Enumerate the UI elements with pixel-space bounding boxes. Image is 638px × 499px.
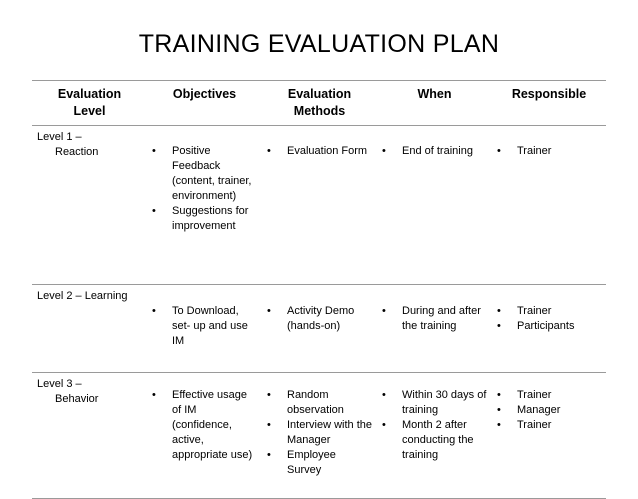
list-item: • Month 2 after conducting the training <box>382 419 474 461</box>
methods-cell <box>262 285 377 373</box>
level-name: Behavior <box>55 393 99 405</box>
objectives-cell <box>147 373 262 499</box>
level-label: Level 3 – <box>37 378 82 390</box>
list-item: • Evaluation Form <box>267 145 368 157</box>
level-label: Level 2 – Learning <box>37 290 128 302</box>
bullet-icon: • <box>267 305 271 317</box>
list-item: • Trainer <box>497 389 552 401</box>
bullet-icon: • <box>267 419 271 431</box>
when-cell <box>377 126 492 285</box>
level-cell <box>32 285 147 373</box>
bullet-icon: • <box>497 404 501 416</box>
list-item: • Participants <box>497 320 575 332</box>
list-item: • Within 30 days of training <box>382 389 487 416</box>
list-item: • Interview with the Manager <box>267 419 372 446</box>
responsible-cell <box>492 126 606 285</box>
header-label: Evaluation <box>57 87 122 101</box>
when-cell <box>377 285 492 373</box>
bullet-icon: • <box>382 305 386 317</box>
list-item: • Positive Feedback (content, trainer, environment) <box>152 145 252 202</box>
bullet-icon: • <box>267 449 271 461</box>
level-name: Reaction <box>55 146 99 158</box>
list-item: • Trainer <box>497 419 552 431</box>
table-row <box>32 285 606 373</box>
methods-cell <box>262 126 377 285</box>
when-cell <box>377 373 492 499</box>
list-item: • End of training <box>382 145 473 157</box>
bullet-icon: • <box>382 419 386 431</box>
list-item: • Random observation <box>267 389 344 416</box>
table-header-row <box>32 81 606 126</box>
level-cell <box>32 373 147 499</box>
list-item: • Manager <box>497 404 561 416</box>
bullet-icon: • <box>152 205 156 217</box>
list-item: • To Download, set- up and use IM <box>152 305 248 347</box>
page-title: TRAINING EVALUATION PLAN <box>138 30 500 58</box>
header-objectives: Objectives <box>147 81 262 126</box>
responsible-cell <box>492 373 606 499</box>
level-label: Level 1 – <box>37 131 82 143</box>
bullet-icon: • <box>152 389 156 401</box>
bullet-icon: • <box>497 145 501 157</box>
header-when: When <box>377 81 492 126</box>
header-label: Level <box>73 104 106 118</box>
level-cell <box>32 126 147 285</box>
bullet-icon: • <box>152 145 156 157</box>
objectives-cell <box>147 126 262 285</box>
bullet-icon: • <box>382 389 386 401</box>
table-row <box>32 126 606 285</box>
bullet-icon: • <box>382 145 386 157</box>
header-responsible: Responsible <box>492 81 606 126</box>
responsible-cell <box>492 285 606 373</box>
header-evaluation-methods <box>262 81 377 126</box>
bullet-icon: • <box>267 389 271 401</box>
list-item: • Activity Demo (hands-on) <box>267 305 355 332</box>
list-item: • Trainer <box>497 145 552 157</box>
methods-cell <box>262 373 377 499</box>
bullet-icon: • <box>152 305 156 317</box>
list-item: • Effective usage of IM (confidence, active, appropriate use) <box>152 389 253 461</box>
list-item: • Suggestions for improvement <box>152 205 249 232</box>
list-item: • During and after the training <box>382 305 481 332</box>
evaluation-plan-table <box>32 80 606 499</box>
table-row <box>32 373 606 499</box>
bullet-icon: • <box>497 389 501 401</box>
header-label: Evaluation <box>287 87 352 101</box>
bullet-icon: • <box>497 305 501 317</box>
bullet-icon: • <box>497 320 501 332</box>
header-label: Methods <box>293 104 346 118</box>
header-evaluation-level <box>32 81 147 126</box>
list-item: • Employee Survey <box>267 449 336 476</box>
objectives-cell <box>147 285 262 373</box>
bullet-icon: • <box>497 419 501 431</box>
bullet-icon: • <box>267 145 271 157</box>
list-item: • Trainer <box>497 305 552 317</box>
